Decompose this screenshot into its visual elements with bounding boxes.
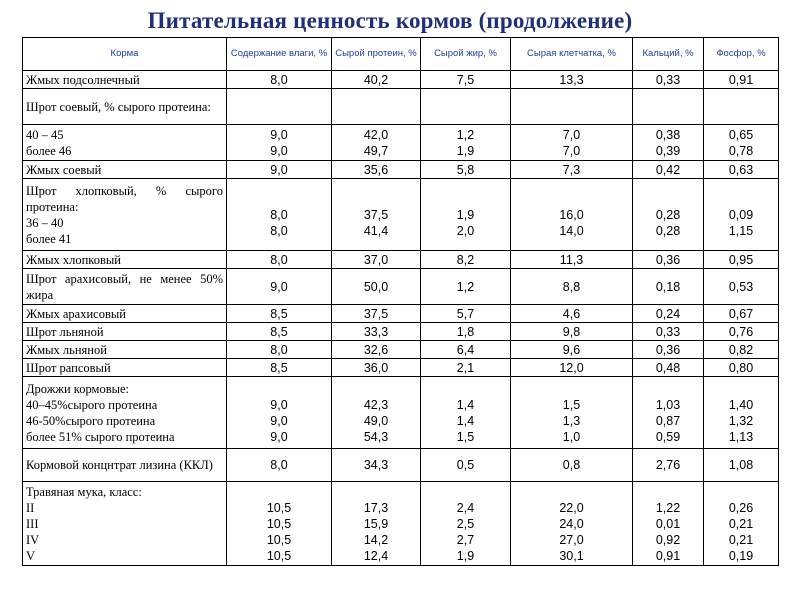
table-header-row: [23, 38, 779, 71]
protein-cell: [332, 323, 421, 341]
moisture-value: 8,5: [270, 306, 288, 321]
fiber-cell: [511, 449, 633, 482]
fiber-cell: [511, 125, 633, 161]
fiber-value: 9,8: [562, 324, 581, 339]
line-spacer: [230, 191, 328, 207]
phosphorus-value: 0,91: [728, 72, 754, 87]
line-spacer: [636, 484, 700, 500]
phosphorus-cell: [704, 377, 779, 449]
protein-cell: [332, 71, 421, 89]
protein-cell: [332, 125, 421, 161]
fiber-cell: [511, 482, 633, 566]
moisture-cell: [227, 449, 332, 482]
phosphorus-value: 0,78: [728, 143, 754, 158]
protein-value: 37,5: [363, 306, 389, 321]
moisture-cell: [227, 269, 332, 305]
phosphorus-cell: [704, 305, 779, 323]
fiber-cell: [511, 341, 633, 359]
calcium-cell: [633, 89, 704, 125]
protein-value: 42,0: [363, 127, 389, 142]
fat-value: 5,7: [456, 306, 475, 321]
fat-cell: [421, 89, 511, 125]
calcium-cell: [633, 341, 704, 359]
phosphorus-value: 0,95: [728, 252, 754, 267]
feed-name-cell: [23, 341, 227, 359]
calcium-value: 0,39: [655, 143, 681, 158]
moisture-value: 8,0: [270, 72, 288, 87]
calcium-value: 1,22: [655, 500, 681, 515]
calcium-value: 0,42: [655, 162, 681, 177]
moisture-value: 8,0: [270, 252, 288, 267]
phosphorus-cell: [704, 449, 779, 482]
fat-value: 2,7: [456, 532, 475, 547]
feed-name-line: Жмых льняной: [26, 342, 107, 357]
phosphorus-value: 0,80: [728, 360, 754, 375]
protein-cell: [332, 269, 421, 305]
feed-name-line: V: [26, 548, 36, 563]
feed-name-cell: [23, 89, 227, 125]
table-row: [23, 161, 779, 179]
feed-name-line: 46-50%сырого протеина: [26, 413, 156, 428]
moisture-value: 9,0: [270, 413, 288, 428]
calcium-value: 0,38: [655, 127, 681, 142]
feed-name-line: Шрот рапсовый: [26, 360, 111, 375]
fat-cell: [421, 341, 511, 359]
fat-value: 7,5: [456, 72, 475, 87]
fiber-cell: [511, 305, 633, 323]
col-header-fat: Сырой жир, %: [421, 38, 511, 71]
fiber-cell: [511, 359, 633, 377]
line-spacer: [335, 381, 417, 397]
page-title: Питательная ценность кормов (продолжение): [147, 8, 633, 33]
fat-cell: [421, 251, 511, 269]
feed-name-cell: [23, 179, 227, 251]
phosphorus-value: 0,63: [728, 162, 754, 177]
table-row: [23, 89, 779, 125]
moisture-cell: [227, 89, 332, 125]
line-spacer: [424, 191, 507, 207]
feed-name-cell: [23, 359, 227, 377]
fat-value: 1,2: [456, 127, 475, 142]
protein-value: 40,2: [363, 72, 389, 87]
moisture-cell: [227, 341, 332, 359]
calcium-cell: [633, 359, 704, 377]
calcium-cell: [633, 161, 704, 179]
phosphorus-cell: [704, 482, 779, 566]
feed-name-line: Шрот льняной: [26, 324, 104, 339]
line-spacer: [514, 191, 629, 207]
protein-cell: [332, 341, 421, 359]
phosphorus-value: 1,32: [728, 413, 754, 428]
calcium-cell: [633, 179, 704, 251]
calcium-value: 0,92: [655, 532, 681, 547]
protein-value: 36,0: [363, 360, 389, 375]
phosphorus-cell: [704, 179, 779, 251]
phosphorus-value: 0,67: [728, 306, 754, 321]
feed-name-line: более 41: [26, 231, 72, 246]
protein-value: 14,2: [363, 532, 389, 547]
protein-cell: [332, 482, 421, 566]
moisture-value: 9,0: [270, 429, 288, 444]
protein-value: 15,9: [363, 516, 389, 531]
moisture-value: 9,0: [270, 279, 288, 294]
fat-value: 1,2: [456, 279, 475, 294]
moisture-value: 8,5: [270, 360, 288, 375]
fiber-cell: [511, 377, 633, 449]
fat-value: 2,0: [456, 223, 475, 238]
calcium-cell: [633, 305, 704, 323]
table-row: [23, 251, 779, 269]
table-row: [23, 449, 779, 482]
table-row: [23, 323, 779, 341]
feed-name-cell: [23, 71, 227, 89]
moisture-value: 9,0: [270, 127, 288, 142]
moisture-cell: [227, 179, 332, 251]
col-header-calcium: Кальций, %: [633, 38, 704, 71]
moisture-value: 8,0: [270, 458, 288, 472]
calcium-cell: [633, 269, 704, 305]
calcium-value: 0,33: [655, 72, 681, 87]
protein-cell: [332, 305, 421, 323]
line-spacer: [514, 381, 629, 397]
moisture-value: 9,0: [270, 143, 288, 158]
fiber-cell: [511, 161, 633, 179]
fat-value: 2,4: [456, 500, 475, 515]
feed-name-line: Жмых хлопковый: [26, 252, 121, 267]
phosphorus-cell: [704, 161, 779, 179]
feed-name-line: IV: [26, 532, 40, 547]
phosphorus-value: 0,65: [728, 127, 754, 142]
feed-nutrition-table: [22, 37, 779, 566]
line-spacer: [636, 191, 700, 207]
feed-name-line: III: [26, 516, 39, 531]
phosphorus-value: 0,26: [728, 500, 754, 515]
feed-name-line: Травяная мука, класс:: [26, 484, 142, 499]
phosphorus-value: 0,19: [728, 548, 754, 563]
protein-value: 12,4: [363, 548, 389, 563]
protein-value: 32,6: [363, 342, 389, 357]
fiber-value: 7,0: [562, 143, 581, 158]
moisture-cell: [227, 251, 332, 269]
phosphorus-value: 1,08: [728, 458, 754, 472]
protein-cell: [332, 359, 421, 377]
fat-cell: [421, 377, 511, 449]
fiber-cell: [511, 89, 633, 125]
feed-name-line: Жмых соевый: [26, 162, 102, 177]
protein-cell: [332, 251, 421, 269]
phosphorus-cell: [704, 341, 779, 359]
protein-value: 49,0: [363, 413, 389, 428]
line-spacer: [636, 381, 700, 397]
line-spacer: [424, 381, 507, 397]
calcium-cell: [633, 125, 704, 161]
moisture-cell: [227, 359, 332, 377]
moisture-cell: [227, 161, 332, 179]
fat-cell: [421, 179, 511, 251]
fat-value: 1,9: [456, 143, 475, 158]
moisture-value: 8,0: [270, 223, 288, 238]
table-row: [23, 377, 779, 449]
phosphorus-value: 1,15: [728, 223, 754, 238]
feed-name-line: 40 – 45: [26, 127, 64, 142]
protein-value: 50,0: [363, 279, 389, 294]
feed-name-line: Жмых арахисовый: [26, 306, 126, 321]
moisture-cell: [227, 323, 332, 341]
calcium-cell: [633, 449, 704, 482]
fiber-value: 8,8: [562, 279, 581, 294]
col-header-protein: Сырой протеин, %: [332, 38, 421, 71]
phosphorus-cell: [704, 89, 779, 125]
phosphorus-value: 1,40: [728, 397, 754, 412]
line-spacer: [514, 484, 629, 500]
feed-name-line: Шрот соевый, % сырого протеина:: [26, 99, 211, 114]
moisture-value: 8,0: [270, 342, 288, 357]
feed-name-line: Шрот хлопковый, % сырого протеина:: [26, 183, 223, 214]
protein-value: 37,5: [363, 207, 389, 222]
phosphorus-value: 0,21: [728, 532, 754, 547]
fiber-value: 1,0: [562, 429, 581, 444]
fat-value: 1,9: [456, 207, 475, 222]
phosphorus-cell: [704, 251, 779, 269]
protein-cell: [332, 179, 421, 251]
moisture-cell: [227, 71, 332, 89]
feed-name-line: 40–45%сырого протеина: [26, 397, 158, 412]
feed-name-line: более 46: [26, 143, 72, 158]
fat-cell: [421, 161, 511, 179]
phosphorus-cell: [704, 71, 779, 89]
fiber-value: 11,3: [559, 252, 584, 267]
feed-name-cell: [23, 269, 227, 305]
fiber-value: 7,0: [562, 127, 581, 142]
line-spacer: [230, 484, 328, 500]
moisture-cell: [227, 305, 332, 323]
feed-name-cell: [23, 125, 227, 161]
fat-value: 8,2: [456, 252, 475, 267]
line-spacer: [424, 484, 507, 500]
fiber-value: 14,0: [559, 223, 584, 238]
feed-name-line: Дрожжи кормовые:: [26, 381, 130, 396]
feed-name-line: Шрот арахисовый, не менее 50% жира: [26, 271, 223, 302]
feed-name-cell: [23, 377, 227, 449]
calcium-value: 0,24: [655, 306, 681, 321]
calcium-value: 0,36: [655, 342, 681, 357]
fiber-value: 9,6: [562, 342, 581, 357]
fat-value: 1,4: [456, 413, 475, 428]
line-spacer: [335, 191, 417, 207]
protein-cell: [332, 449, 421, 482]
table-row: [23, 482, 779, 566]
moisture-value: 9,0: [270, 397, 288, 412]
fat-cell: [421, 269, 511, 305]
calcium-value: 2,76: [655, 458, 681, 472]
fat-cell: [421, 71, 511, 89]
fat-cell: [421, 359, 511, 377]
feed-name-cell: [23, 161, 227, 179]
protein-cell: [332, 377, 421, 449]
feed-name-cell: [23, 482, 227, 566]
feed-name-cell: [23, 305, 227, 323]
feed-name-cell: [23, 449, 227, 482]
calcium-value: 0,18: [655, 279, 681, 294]
protein-value: 54,3: [363, 429, 389, 444]
fiber-value: 0,8: [562, 458, 581, 472]
phosphorus-value: 0,21: [728, 516, 754, 531]
fiber-cell: [511, 323, 633, 341]
fiber-cell: [511, 71, 633, 89]
protein-value: 33,3: [363, 324, 389, 339]
calcium-value: 0,28: [655, 223, 681, 238]
line-spacer: [335, 484, 417, 500]
fiber-value: 27,0: [559, 532, 584, 547]
fiber-value: 16,0: [559, 207, 584, 222]
phosphorus-value: 0,82: [728, 342, 754, 357]
col-header-feed: Корма: [23, 38, 227, 71]
protein-value: 49,7: [363, 143, 389, 158]
fat-value: 1,5: [456, 429, 475, 444]
protein-cell: [332, 161, 421, 179]
fat-value: 5,8: [456, 162, 475, 177]
feed-name-cell: [23, 251, 227, 269]
calcium-value: 0,28: [655, 207, 681, 222]
line-spacer: [230, 381, 328, 397]
calcium-cell: [633, 482, 704, 566]
table-row: [23, 269, 779, 305]
fat-value: 1,9: [456, 548, 475, 563]
fiber-value: 22,0: [559, 500, 584, 515]
moisture-value: 10,5: [266, 548, 292, 563]
fat-value: 1,4: [456, 397, 475, 412]
calcium-value: 0,36: [655, 252, 681, 267]
fiber-value: 12,0: [559, 360, 584, 375]
fat-cell: [421, 125, 511, 161]
calcium-value: 0,87: [655, 413, 681, 428]
feed-name-cell: [23, 323, 227, 341]
phosphorus-value: 0,09: [728, 207, 754, 222]
calcium-value: 0,91: [655, 548, 681, 563]
protein-value: 35,6: [363, 162, 389, 177]
protein-value: 17,3: [363, 500, 389, 515]
col-header-moisture: Содержание влаги, %: [227, 38, 332, 71]
feed-name-line: Кормовой концнтрат лизина (ККЛ): [26, 458, 213, 472]
fiber-value: 1,3: [562, 413, 581, 428]
moisture-value: 8,5: [270, 324, 288, 339]
col-header-fiber: Сырая клетчатка, %: [511, 38, 633, 71]
fiber-value: 30,1: [559, 548, 584, 563]
fiber-value: 13,3: [559, 72, 584, 87]
fiber-value: 1,5: [562, 397, 581, 412]
fat-cell: [421, 305, 511, 323]
line-spacer: [707, 484, 775, 500]
feed-name-line: 36 – 40: [26, 215, 64, 230]
fat-cell: [421, 323, 511, 341]
fat-cell: [421, 482, 511, 566]
feed-name-line: II: [26, 500, 35, 515]
moisture-value: 8,0: [270, 207, 288, 222]
moisture-cell: [227, 377, 332, 449]
protein-value: 42,3: [363, 397, 389, 412]
table-row: [23, 179, 779, 251]
feed-name-line: более 51% сырого протеина: [26, 429, 175, 444]
fat-value: 0,5: [456, 458, 475, 472]
protein-value: 37,0: [363, 252, 389, 267]
feed-name-line: Жмых подсолнечный: [26, 72, 140, 87]
calcium-value: 1,03: [655, 397, 681, 412]
fiber-value: 4,6: [562, 306, 581, 321]
table-row: [23, 125, 779, 161]
moisture-value: 10,5: [266, 500, 292, 515]
phosphorus-value: 1,13: [728, 429, 754, 444]
fiber-cell: [511, 179, 633, 251]
calcium-cell: [633, 377, 704, 449]
fat-value: 2,1: [456, 360, 475, 375]
fat-value: 1,8: [456, 324, 475, 339]
line-spacer: [707, 191, 775, 207]
phosphorus-cell: [704, 125, 779, 161]
line-spacer: [707, 381, 775, 397]
phosphorus-value: 0,53: [728, 279, 754, 294]
fiber-value: 7,3: [562, 162, 581, 177]
fiber-value: 24,0: [559, 516, 584, 531]
moisture-cell: [227, 482, 332, 566]
phosphorus-cell: [704, 269, 779, 305]
moisture-value: 9,0: [270, 162, 288, 177]
table-row: [23, 341, 779, 359]
phosphorus-cell: [704, 359, 779, 377]
phosphorus-cell: [704, 323, 779, 341]
fat-value: 2,5: [456, 516, 475, 531]
protein-value: 34,3: [363, 458, 389, 472]
protein-value: 41,4: [363, 223, 389, 238]
fiber-cell: [511, 251, 633, 269]
calcium-cell: [633, 323, 704, 341]
fat-cell: [421, 449, 511, 482]
phosphorus-value: 0,76: [728, 324, 754, 339]
protein-cell: [332, 89, 421, 125]
calcium-cell: [633, 71, 704, 89]
calcium-value: 0,59: [655, 429, 681, 444]
table-row: [23, 305, 779, 323]
table-row: [23, 71, 779, 89]
calcium-value: 0,48: [655, 360, 681, 375]
moisture-value: 10,5: [266, 532, 292, 547]
calcium-value: 0,01: [655, 516, 681, 531]
table-row: [23, 359, 779, 377]
fat-value: 6,4: [456, 342, 475, 357]
col-header-phosphorus: Фосфор, %: [704, 38, 779, 71]
moisture-cell: [227, 125, 332, 161]
moisture-value: 10,5: [266, 516, 292, 531]
fiber-cell: [511, 269, 633, 305]
calcium-cell: [633, 251, 704, 269]
calcium-value: 0,33: [655, 324, 681, 339]
